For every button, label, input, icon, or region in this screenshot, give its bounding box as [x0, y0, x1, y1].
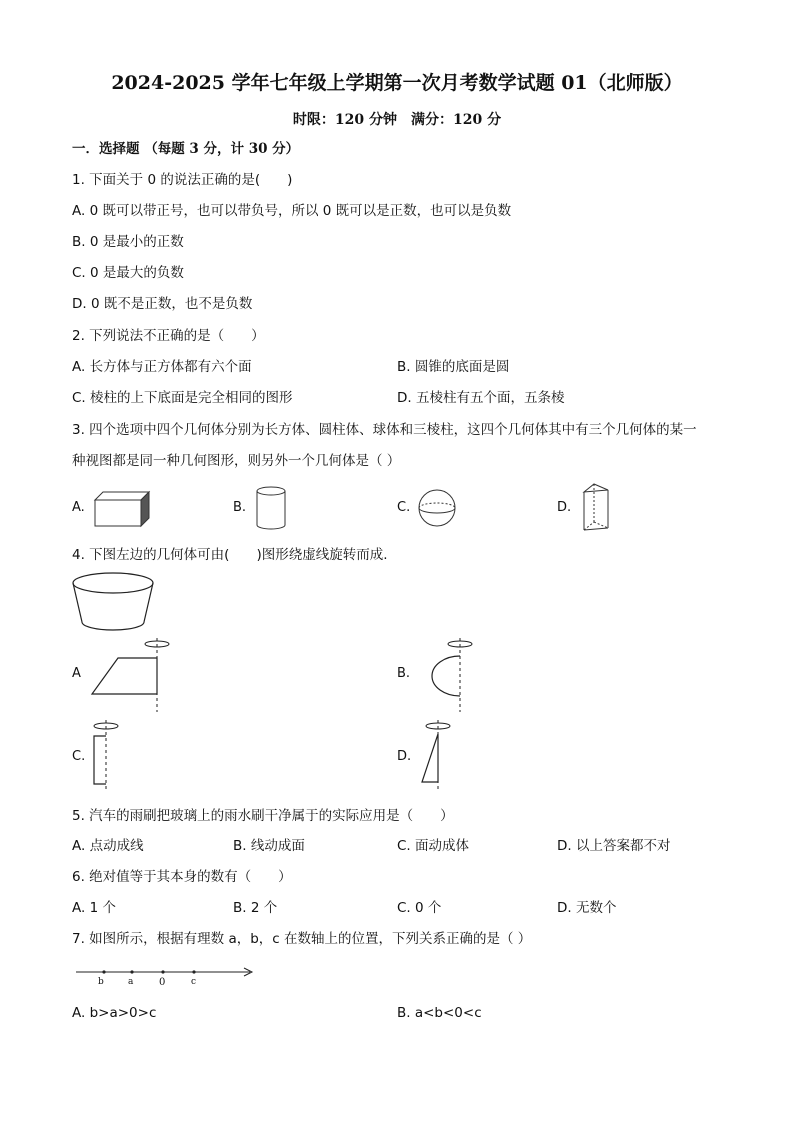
q2-option-b: B. 圆锥的底面是圆	[397, 359, 510, 375]
q5-option-b: B. 线动成面	[233, 838, 305, 854]
q6-option-c: C. 0 个	[397, 900, 442, 916]
axis-label-c: c	[191, 977, 197, 987]
semicircle-rotation-figure	[412, 636, 476, 714]
triangle-rotation-figure	[414, 718, 454, 794]
section-heading: 一．选择题 （每题 3 分，计 30 分）	[72, 141, 300, 157]
q6-option-d: D. 无数个	[557, 900, 617, 916]
q3-option-b-label: B.	[233, 500, 247, 515]
triangular-prism-figure	[580, 482, 614, 534]
q6-option-a: A. 1 个	[72, 900, 116, 916]
q2-stem: 2. 下列说法不正确的是（ ）	[72, 328, 265, 344]
q3-option-a-label: A.	[72, 500, 85, 515]
q7-option-a: A. b>a>0>c	[72, 1005, 157, 1021]
q3-option-c-label: C.	[397, 500, 411, 515]
q7-stem: 7. 如图所示，根据有理数 a，b，c 在数轴上的位置，下列关系正确的是（ ）	[72, 931, 532, 947]
q5-stem: 5. 汽车的雨刷把玻璃上的雨水刷干净属于的实际应用是（ ）	[72, 808, 454, 824]
point-b	[102, 970, 105, 973]
q2-option-a: A. 长方体与正方体都有六个面	[72, 359, 252, 375]
q1-stem: 1. 下面关于 0 的说法正确的是( )	[72, 172, 293, 188]
q1-option-a: A. 0 既可以带正号，也可以带负号，所以 0 既可以是正数，也可以是负数	[72, 203, 512, 219]
q1-option-b: B. 0 是最小的正数	[72, 234, 184, 250]
q4-option-c-label: C.	[72, 749, 86, 764]
page-title: 2024-2025 学年七年级上学期第一次月考数学试题 01（北师版）	[111, 72, 683, 94]
q2-option-d: D. 五棱柱有五个面，五条棱	[397, 390, 565, 406]
q4-option-d-label: D.	[397, 749, 412, 764]
q4-option-a-label: A	[72, 666, 81, 681]
q6-option-b: B. 2 个	[233, 900, 278, 916]
rectangle-rotation-figure	[88, 718, 128, 794]
point-a	[130, 970, 133, 973]
q4-stem: 4. 下图左边的几何体可由( )图形绕虚线旋转而成.	[72, 547, 388, 563]
trapezoid-rotation-figure	[88, 636, 172, 714]
q4-option-b-label: B.	[397, 666, 411, 681]
axis-label-zero: 0	[159, 977, 166, 988]
q3-option-d-label: D.	[557, 500, 572, 515]
q2-option-c: C. 棱柱的上下底面是完全相同的图形	[72, 390, 293, 406]
q7-option-b: B. a<b<0<c	[397, 1005, 482, 1021]
q3-stem-line1: 3. 四个选项中四个几何体分别为长方体、圆柱体、球体和三棱柱，这四个几何体其中有三个几何体的某一	[72, 422, 697, 438]
cylinder-figure	[254, 485, 288, 531]
sphere-figure	[417, 488, 457, 528]
q1-option-d: D. 0 既不是正数，也不是负数	[72, 296, 253, 312]
frustum-figure	[70, 570, 156, 632]
q3-stem-line2: 种视图都是同一种几何图形，则另外一个几何体是（ ）	[72, 453, 401, 469]
point-c	[192, 970, 195, 973]
q5-option-a: A. 点动成线	[72, 838, 144, 854]
page-subtitle: 时限：120 分钟 满分：120 分	[292, 112, 502, 128]
q6-stem: 6. 绝对值等于其本身的数有（ ）	[72, 869, 292, 885]
axis-label-a: a	[128, 977, 134, 987]
cuboid-figure	[92, 490, 152, 530]
q5-option-c: C. 面动成体	[397, 838, 470, 854]
point-zero	[161, 970, 164, 973]
q1-option-c: C. 0 是最大的负数	[72, 265, 184, 281]
axis-label-b: b	[98, 977, 104, 987]
q5-option-d: D. 以上答案都不对	[557, 838, 671, 854]
